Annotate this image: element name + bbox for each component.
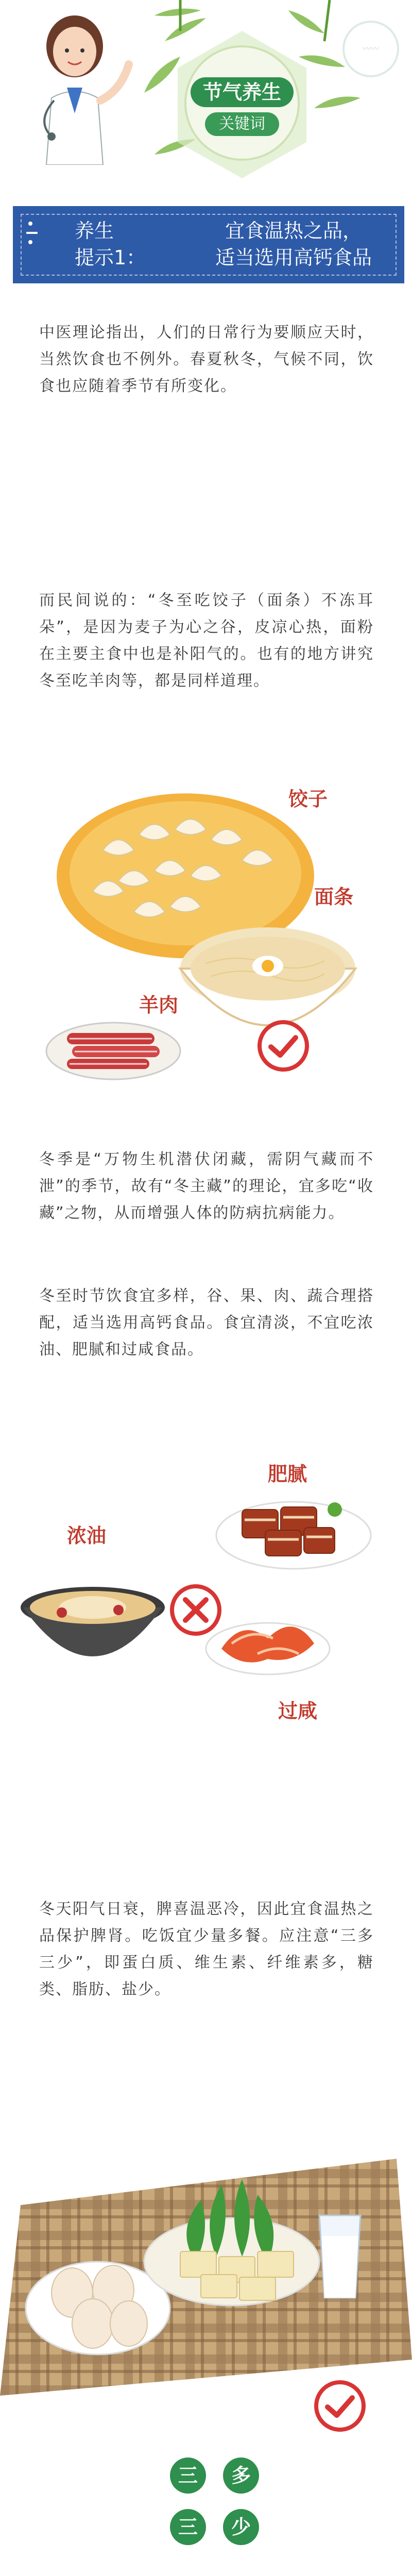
tip-banner bbox=[13, 206, 404, 283]
paragraph-2: 而民间说的：“冬至吃饺子（面条）不冻耳朵”，是因为麦子为心之谷，皮凉心热，面粉在主要主食中也是补阳气的。也有的地方讲究冬至吃羊肉等，都是同样道理。 bbox=[39, 591, 374, 690]
badge-title: 节气养生 bbox=[202, 81, 281, 104]
tip-label-line2: 提示1： bbox=[75, 246, 146, 269]
paragraph-3: 冬季是“万物生机潜伏闭藏，需阴气藏而不泄”的季节，故有“冬主藏”的理论，宜多吃“收藏”之物，从而增强人体的防病抗病能力。 bbox=[39, 1150, 374, 1222]
tip-number bbox=[75, 217, 146, 271]
paragraph-4: 冬至时节饮食宜多样，谷、果、肉、蔬合理搭配，适当选用高钙食品。食宜清淡，不宜吃浓油、肥腻和过咸食品。 bbox=[39, 1287, 374, 1359]
check-icon bbox=[258, 1020, 309, 1072]
label-mutton: 羊肉 bbox=[139, 994, 179, 1016]
three-more-char2: 多 bbox=[223, 2458, 259, 2494]
figure-dumplings-noodles-mutton bbox=[0, 773, 412, 1133]
three-more-tag bbox=[170, 2458, 259, 2494]
doctor-illustration bbox=[10, 10, 139, 165]
check-mark-more bbox=[318, 2384, 362, 2428]
cross-icon bbox=[170, 1584, 221, 1636]
figure-greasy-oily-salty bbox=[0, 1453, 412, 1741]
title-badge bbox=[170, 26, 314, 180]
label-oily: 浓油 bbox=[67, 1524, 107, 1547]
figure1-art bbox=[0, 773, 412, 1133]
watermark-seal bbox=[342, 21, 399, 77]
tip-text bbox=[209, 217, 379, 271]
check-mark bbox=[262, 1024, 305, 1067]
tip-label-line1: 养生 bbox=[75, 219, 114, 242]
label-dumplings: 饺子 bbox=[288, 788, 328, 810]
header bbox=[0, 0, 412, 304]
figure-three-more-three-less bbox=[0, 2138, 412, 2576]
banner-dots-decoration bbox=[28, 222, 49, 263]
three-less-char1: 三 bbox=[170, 2509, 206, 2545]
tip-text-line1: 宜食温热之品， bbox=[225, 219, 362, 242]
seal-mark: 〰〰 bbox=[362, 44, 379, 54]
paragraph-5: 冬天阳气日衰，脾喜温恶冷，因此宜食温热之品保护脾肾。吃饭宜少量多餐。应注意“三多三少”，即蛋白质、维生素、纤维素多，糖类、脂肪、盐少。 bbox=[39, 1900, 374, 1998]
badge-subtitle: 关键词 bbox=[219, 115, 265, 133]
label-salty: 过咸 bbox=[278, 1700, 318, 1722]
check-icon-more bbox=[314, 2380, 366, 2432]
tip-text-line2: 适当选用高钙食品 bbox=[215, 246, 372, 269]
paragraph-1: 中医理论指出，人们的日常行为要顺应天时，当然饮食也不例外。春夏秋冬，气候不同，饮食也应随着季节有所变化。 bbox=[39, 324, 374, 395]
cross-mark bbox=[174, 1588, 217, 1632]
three-less-tag bbox=[170, 2509, 259, 2545]
three-more-char1: 三 bbox=[170, 2458, 206, 2494]
label-noodles: 面条 bbox=[314, 886, 354, 908]
three-less-char2: 少 bbox=[223, 2509, 259, 2545]
label-greasy: 肥腻 bbox=[268, 1463, 307, 1485]
